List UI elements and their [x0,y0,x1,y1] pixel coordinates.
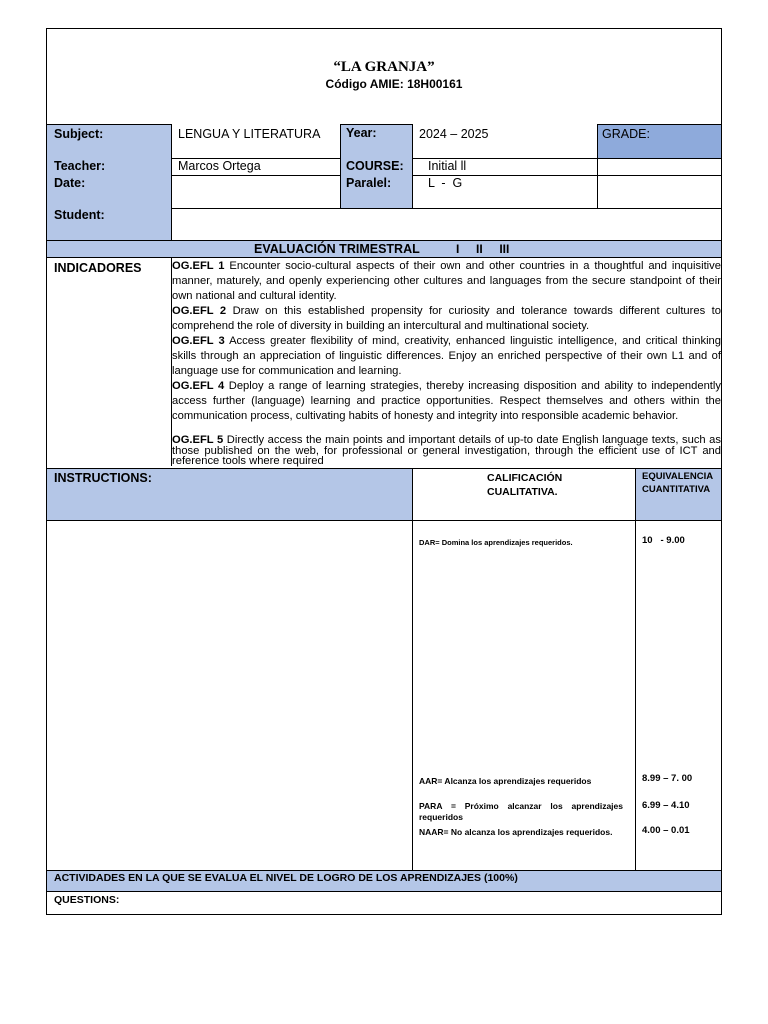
activities-title: ACTIVIDADES EN LA QUE SE EVALUA EL NIVEL DE LOGRO DE LOS APRENDIZAJES (100%) [54,872,518,884]
grade-quant-para: 6.99 – 4.10 [642,800,690,811]
grade-qual-dar: DAR= Domina los aprendizajes requeridos. [419,538,573,547]
indicator-item [172,259,721,302]
student-field[interactable] [172,209,720,239]
grade-quant-dar: 10 - 9.00 [642,535,685,546]
indicator-text: Directly access the main points and important details of up-to date English language texts, such as those published on the web, for professional or general investigation, through the efficient use of ICT and reference tools where required [172,434,722,467]
teacher-label: Teacher: [54,159,106,173]
school-name: “LA GRANJA” [333,59,435,75]
questions-label: QUESTIONS: [54,894,120,906]
grade-qual-para: PARA = Próximo alcanzar los aprendizajes requeridos [419,801,623,822]
indicator-item [172,334,721,378]
grade-quant-aar: 8.99 – 7. 00 [642,773,693,784]
subject-value: LENGUA Y LITERATURA [178,127,321,141]
indicator-item [172,304,721,334]
indicator-code: OG.EFL 2 [172,305,227,317]
indicators-list [172,259,721,467]
indicator-item [172,435,721,467]
date-label: Date: [54,176,86,190]
indicator-text: Encounter socio-cultural aspects of their own and other countries in a thoughtful and inquisitive manner, maturely, and openly experiencing other cultures and languages from the secure standpoint of their own national and cultural identity. [172,260,721,302]
grade-qual-naar: NAAR= No alcanza los aprendizajes requeridos. [419,827,613,837]
amie-code: Código AMIE: 18H00161 [325,77,463,91]
indicators-label: INDICADORES [54,261,142,275]
instructions-label: INSTRUCTIONS: [54,471,152,485]
indicator-text: Deploy a range of learning strategies, thereby increasing disposition and ability to independently access further (language) learning and practice opportunities. Respect themselves and others within the communication process, cultivating habits of honesty and integrity into responsible academic behavior. [172,380,721,422]
indicator-code: OG.EFL 4 [172,380,225,392]
year-value: 2024 – 2025 [419,127,489,141]
teacher-value: Marcos Ortega [178,159,261,173]
grade-qual-aar: AAR= Alcanza los aprendizajes requeridos [419,776,592,786]
course-label: COURSE: [346,159,404,173]
indicator-text: Draw on this established propensity for curiosity and tolerance towards different cultures to comprehend the role of diversity in building an intercultural and multinational society. [172,305,721,332]
grade-label: GRADE: [602,127,650,141]
year-label: Year: [346,126,377,140]
indicator-code: OG.EFL 3 [172,335,225,347]
quantitative-header-2: CUANTITATIVA [642,484,711,495]
indicator-code: OG.EFL 1 [172,260,225,272]
indicator-text: Access greater flexibility of mind, creativity, enhanced linguistic intelligence, and critical thinking skills through an appreciation of linguistic differences. Enjoy an enriched perspective of their own L1 and of language use for communication and learning. [172,335,721,377]
student-label: Student: [54,208,105,222]
evaluation-title: EVALUACIÓN TRIMESTRAL [254,242,420,256]
course-value: Initial ll [428,159,467,173]
instructions-content[interactable] [48,522,411,869]
indicator-code: OG.EFL 5 [172,434,224,446]
paralel-label: Paralel: [346,176,392,190]
qualitative-header-2: CUALITATIVA. [487,486,558,498]
paralel-value: L - G [428,176,463,190]
grade-quant-naar: 4.00 – 0.01 [642,825,690,836]
subject-label: Subject: [54,127,104,141]
indicator-item [172,379,721,435]
qualitative-header-1: CALIFICACIÓN [487,472,563,484]
evaluation-terms: I II III [456,242,510,256]
quantitative-header-1: EQUIVALENCIA [642,471,714,482]
